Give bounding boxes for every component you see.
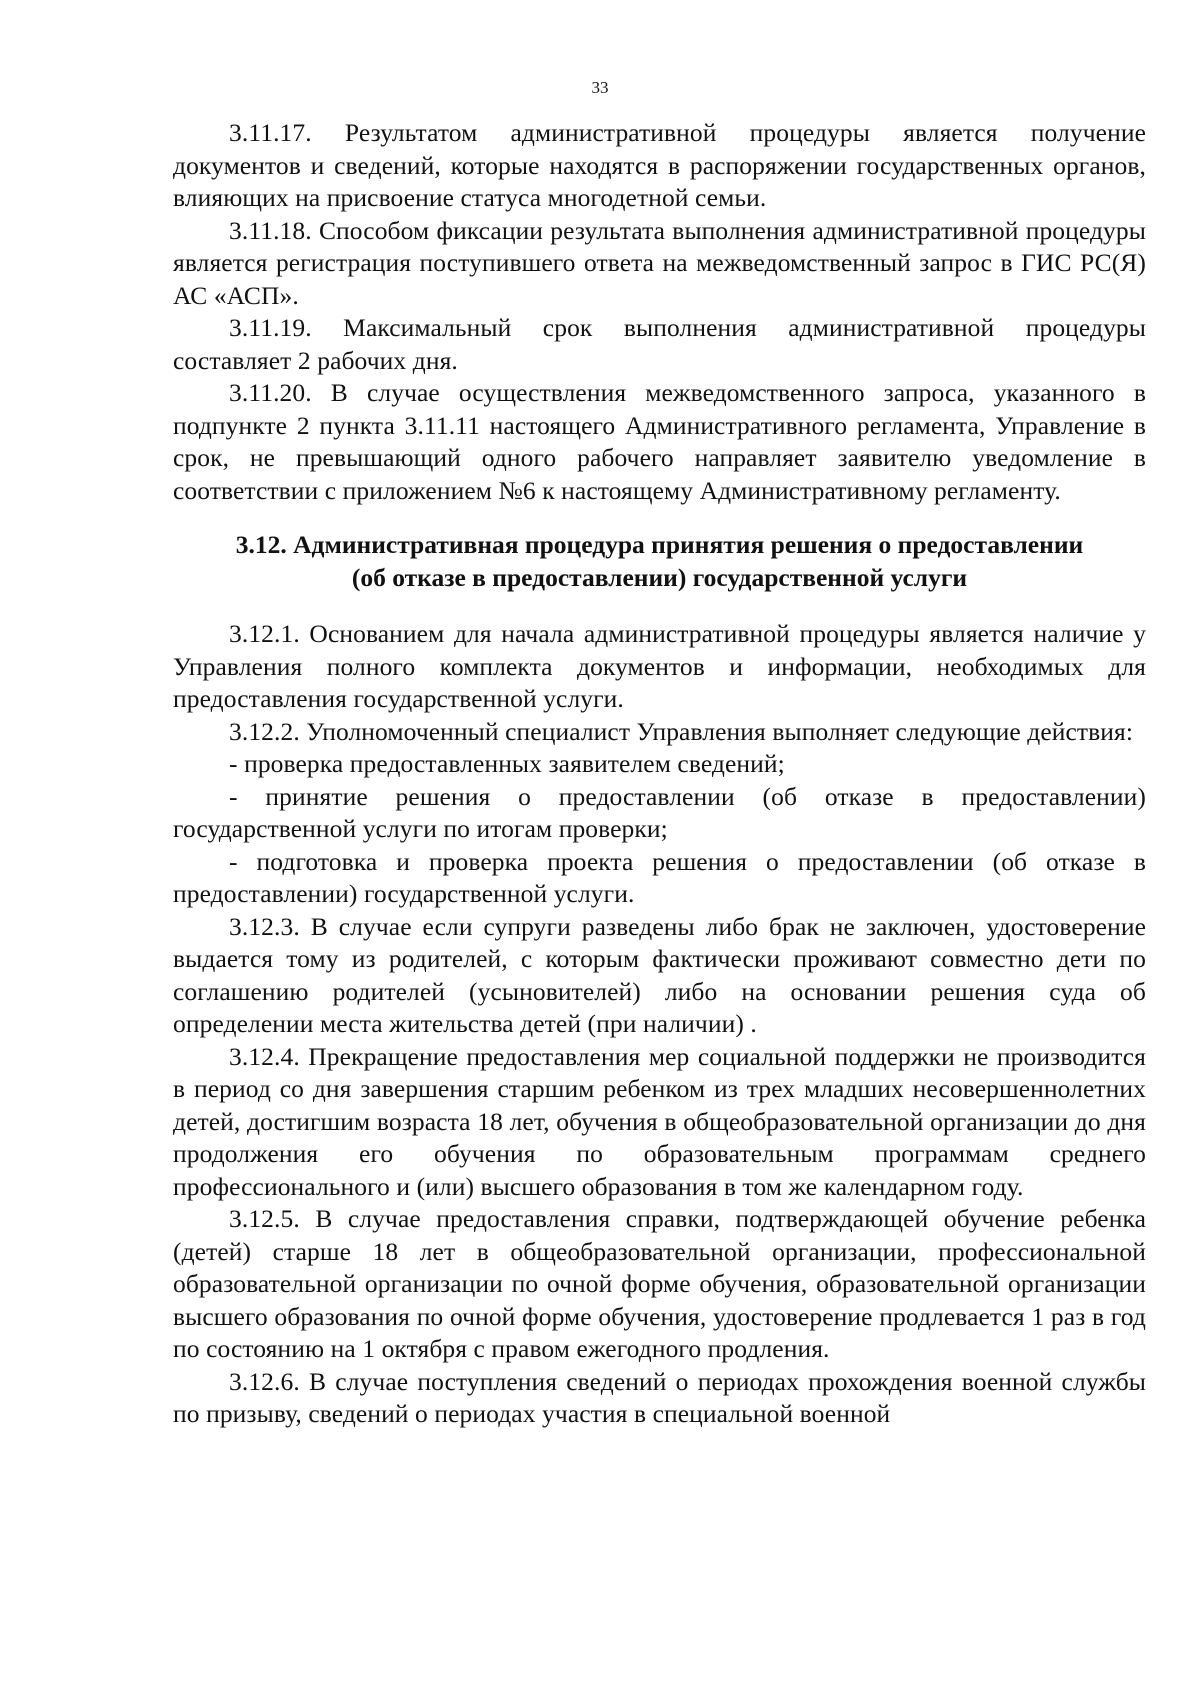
document-body — [173, 117, 1146, 1431]
paragraph-3-11-19: 3.11.19. Максимальный срок выполнения административной процедуры составляет 2 рабочих дня. — [173, 313, 1146, 375]
page-number: 33 — [591, 78, 609, 97]
section-heading-3-12 — [173, 529, 1146, 594]
paragraph-3-12-3: 3.12.3. В случае если супруги разведены либо брак не заключен, удостоверение выдается тому из родителей, с которым фактически проживают совместно дети по соглашению родителей (усыновителей) либо на основании решения суда об определении места жительства детей (при наличии) . — [173, 911, 1146, 1038]
paragraph-3-12-2: 3.12.2. Уполномоченный специалист Управления выполняет следующие действия: — [229, 716, 1134, 746]
paragraph-3-12-4: 3.12.4. Прекращение предоставления мер социальной поддержки не производится в период со дня завершения старшим ребенком из трех младших несовершеннолетних детей, достигшим возраста 18 лет, обучения в общеобразовательной организации до дня продолжения его обучения по образовательным программам среднего профессионального и (или) высшего образования в том же календарном году. — [173, 1041, 1146, 1201]
paragraph-3-12-5: 3.12.5. В случае предоставления справки, подтверждающей обучение ребенка (детей) старше 18 лет в общеобразовательной организации, профессиональной образовательной организации по очной форме обучения, образовательной организации высшего образования по очной форме обучения, удостоверение продлевается 1 раз в год по состоянию на 1 октября с правом ежегодного продления. — [173, 1204, 1146, 1363]
section-heading-line-2: (об отказе в предоставлении) государственной услуги — [351, 562, 968, 592]
section-heading-line-1: 3.12. Административная процедура принятия решения о предоставлении — [235, 530, 1084, 559]
list-item-verification: - проверка предоставленных заявителем сведений; — [229, 749, 785, 778]
paragraph-3-12-6: 3.12.6. В случае поступления сведений о периодах прохождения военной службы по призыву, сведений о периодах участия в специальной военной — [173, 1366, 1146, 1428]
paragraph-3-12-1: 3.12.1. Основанием для начала административной процедуры является наличие у Управления полного комплекта документов и информации, необходимых для предоставления государственной услуги. — [173, 619, 1146, 713]
paragraph-3-11-20: 3.11.20. В случае осуществления межведомственного запроса, указанного в подпункте 2 пункта 3.11.11 настоящего Административного регламента, Управление в срок, не превышающий одного рабочего направляет заявителю уведомление в соответствии с приложением №6 к настоящему Административному регламенту. — [173, 378, 1146, 505]
paragraph-3-11-17: 3.11.17. Результатом административной процедуры является получение документов и сведений, которые находятся в распоряжении государственных органов, влияющих на присвоение статуса многодетной семьи. — [173, 118, 1146, 212]
list-item-decision: - принятие решения о предоставлении (об отказе в предоставлении) государственной услуги по итогам проверки; — [173, 781, 1146, 843]
list-item-draft-preparation: - подготовка и проверка проекта решения о предоставлении (об отказе в предоставлении) государственной услуги. — [173, 846, 1146, 908]
paragraph-3-11-18: 3.11.18. Способом фиксации результата выполнения административной процедуры является регистрация поступившего ответа на межведомственный запрос в ГИС РС(Я) АС «АСП». — [173, 215, 1146, 310]
